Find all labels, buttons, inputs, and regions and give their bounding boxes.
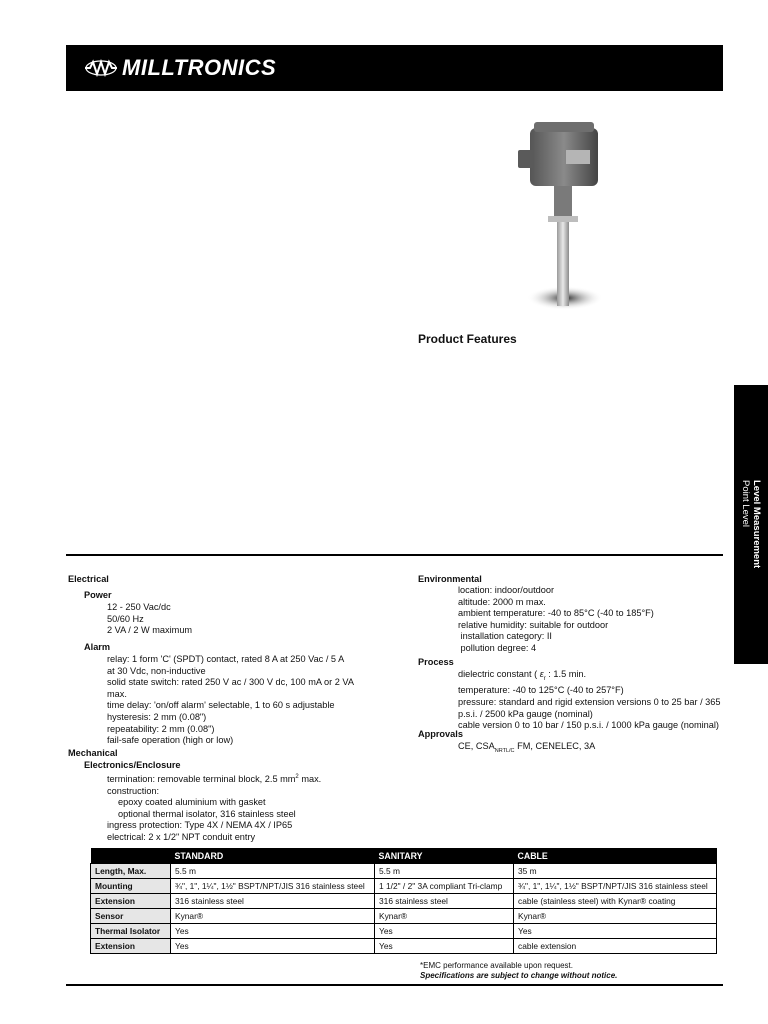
table-cell: Yes — [514, 924, 717, 939]
emc-note: *EMC performance available upon request. — [420, 961, 573, 970]
env-line: relative humidity: suitable for outdoor — [458, 619, 609, 630]
table-cell: 5.5 m — [375, 864, 514, 879]
table-cell: cable (stainless steel) with Kynar® coating — [514, 894, 717, 909]
wave-logo-icon — [84, 59, 118, 77]
alarm-line: fail-safe operation (high or low) — [107, 735, 234, 746]
table-cell: Yes — [375, 939, 514, 954]
alarm-line: relay: 1 form 'C' (SPDT) contact, rated 8 A at 250 Vac / 5 A — [107, 654, 345, 664]
power-heading: Power — [84, 590, 112, 600]
mechanical-heading: Mechanical — [68, 748, 118, 758]
table-row — [91, 924, 717, 939]
table-row — [91, 879, 717, 894]
table-row — [91, 909, 717, 924]
table-cell: Yes — [171, 924, 375, 939]
alarm-heading: Alarm — [84, 642, 111, 652]
dielectric-line: dielectric constant ( $\varepsilon_r$ : 1.5 min. — [458, 669, 587, 682]
ingress-line: ingress protection: Type 4X / NEMA 4X / IP65 — [107, 820, 293, 831]
power-specs — [107, 602, 192, 637]
row-label: Thermal Isolator — [91, 924, 171, 939]
alarm-specs — [107, 654, 354, 747]
process-line: cable version 0 to 10 bar / 150 p.s.i. / 1000 kPa gauge (nominal) — [458, 720, 719, 731]
env-line: installation category: II — [458, 631, 552, 642]
table-cell: ¾", 1", 1¼", 1½" BSPT/NPT/JIS 316 stainless steel — [171, 879, 375, 894]
table-cell: 1 1/2" / 2" 3A compliant Tri-clamp — [375, 879, 514, 894]
header-bar — [66, 45, 723, 91]
electrical-entry-line: electrical: 2 x 1/2" NPT conduit entry — [107, 832, 256, 843]
top-divider — [66, 554, 723, 556]
process-line: p.s.i. / 2500 kPa gauge (nominal) — [458, 708, 593, 719]
version-comparison-table — [90, 848, 717, 954]
approvals-line: CE, $CSA_{NRTL/C}$ FM, CENELEC, 3A — [458, 741, 596, 754]
side-tab-title: Level Measurement — [751, 480, 762, 569]
table-header-cell — [91, 848, 171, 864]
product-features-heading: Product Features — [418, 332, 517, 346]
alarm-line: hysteresis: 2 mm (0.08") — [107, 711, 207, 722]
table-cell: 316 stainless steel — [171, 894, 375, 909]
electrical-heading: Electrical — [68, 574, 109, 584]
alarm-line: at 30 Vdc, non-inductive — [107, 665, 206, 676]
row-label: Extension — [91, 894, 171, 909]
alarm-line: solid state switch: rated 250 V ac / 300 V dc, 100 mA or 2 VA — [107, 677, 355, 688]
product-photo — [510, 120, 615, 320]
power-line: 12 - 250 Vac/dc — [107, 602, 171, 612]
bottom-divider — [66, 984, 723, 986]
process-line: pressure: standard and rigid extension versions 0 to 25 bar / 365 — [458, 697, 721, 708]
environmental-specs — [458, 585, 654, 655]
table-cell: cable extension — [514, 939, 717, 954]
table-cell: Kynar® — [171, 909, 375, 924]
footnotes — [420, 961, 617, 981]
table-cell: Yes — [171, 939, 375, 954]
env-line: pollution degree: 4 — [458, 642, 537, 653]
process-specs — [458, 669, 721, 732]
table-header-cable: CABLE — [514, 848, 717, 864]
alarm-line: repeatability: 2 mm (0.08") — [107, 723, 215, 734]
notice-note: Specifications are subject to change without notice. — [420, 971, 618, 980]
section-side-tab — [734, 385, 768, 664]
milltronics-logo — [84, 53, 276, 83]
table-header-sanitary: SANITARY — [375, 848, 514, 864]
table-row — [91, 894, 717, 909]
row-label: Extension — [91, 939, 171, 954]
alarm-line: max. — [107, 688, 127, 699]
table-row — [91, 939, 717, 954]
table-cell: ¾", 1", 1¼", 1½" BSPT/NPT/JIS 316 stainless steel — [514, 879, 717, 894]
construction-line: optional thermal isolator, 316 stainless steel — [118, 808, 296, 819]
termination-line: termination: removable terminal block, 2.5 $mm^2$ max. — [107, 774, 322, 785]
power-line: 2 VA / 2 W maximum — [107, 625, 193, 636]
process-heading: Process — [418, 657, 454, 667]
construction-label: construction: — [107, 785, 160, 796]
environmental-heading: Environmental — [418, 574, 482, 584]
row-label: Length, Max. — [91, 864, 171, 879]
env-line: location: indoor/outdoor — [458, 585, 555, 595]
table-cell: 35 m — [514, 864, 717, 879]
table-header-standard: STANDARD — [171, 848, 375, 864]
side-tab-subtitle: Point Level — [740, 480, 751, 528]
construction-line: epoxy coated aluminium with gasket — [118, 797, 266, 808]
process-line: temperature: -40 to 125°C (-40 to 257°F) — [458, 685, 624, 696]
brand-name: MILLTRONICS — [122, 55, 277, 80]
approvals-heading: Approvals — [418, 729, 463, 739]
row-label: Mounting — [91, 879, 171, 894]
env-line: ambient temperature: -40 to 85°C (-40 to 185°F) — [458, 608, 654, 619]
row-label: Sensor — [91, 909, 171, 924]
enclosure-specs — [107, 772, 321, 844]
table-cell: 316 stainless steel — [375, 894, 514, 909]
power-line: 50/60 Hz — [107, 613, 144, 624]
env-line: altitude: 2000 m max. — [458, 596, 546, 607]
table-cell: Yes — [375, 924, 514, 939]
table-header-row — [91, 848, 717, 864]
alarm-line: time delay: 'on/off alarm' selectable, 1 to 60 s adjustable — [107, 700, 335, 711]
table-cell: Kynar® — [375, 909, 514, 924]
table-row — [91, 864, 717, 879]
table-cell: 5.5 m — [171, 864, 375, 879]
enclosure-heading: Electronics/Enclosure — [84, 760, 181, 770]
table-cell: Kynar® — [514, 909, 717, 924]
